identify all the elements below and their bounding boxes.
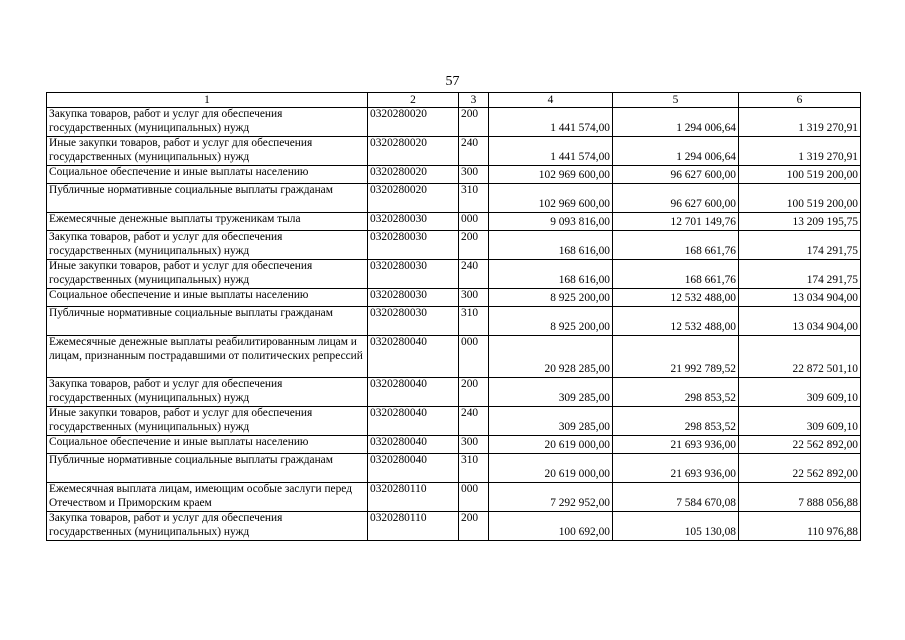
table-row: [47, 231, 861, 260]
table-row: [47, 336, 861, 378]
cell-v6: 13 034 904,00: [739, 307, 861, 336]
cell-name: Публичные нормативные социальные выплаты гражданам: [47, 184, 368, 213]
cell-v6: 174 291,75: [739, 260, 861, 289]
cell-code: 0320280020: [368, 166, 459, 184]
cell-vr: 000: [459, 336, 489, 378]
table-row: [47, 108, 861, 137]
table-row: [47, 166, 861, 184]
cell-v5: 298 853,52: [613, 378, 739, 407]
cell-vr: 300: [459, 289, 489, 307]
cell-v5: 7 584 670,08: [613, 483, 739, 512]
cell-v6: 13 034 904,00: [739, 289, 861, 307]
table-row: [47, 512, 861, 541]
cell-name: Закупка товаров, работ и услуг для обеспечения государственных (муниципальных) нужд: [47, 231, 368, 260]
cell-v6: 110 976,88: [739, 512, 861, 541]
cell-v4: 102 969 600,00: [489, 184, 613, 213]
cell-name: Социальное обеспечение и иные выплаты населению: [47, 166, 368, 184]
cell-v5: 21 693 936,00: [613, 436, 739, 454]
cell-v5: 21 693 936,00: [613, 454, 739, 483]
cell-v6: 1 319 270,91: [739, 137, 861, 166]
cell-code: 0320280040: [368, 454, 459, 483]
cell-v4: 168 616,00: [489, 231, 613, 260]
table-row: [47, 436, 861, 454]
cell-v5: 168 661,76: [613, 260, 739, 289]
cell-v6: 7 888 056,88: [739, 483, 861, 512]
cell-vr: 240: [459, 407, 489, 436]
cell-v4: 309 285,00: [489, 378, 613, 407]
page-number: 57: [445, 74, 460, 89]
cell-v4: 100 692,00: [489, 512, 613, 541]
header-cell-2: 2: [368, 93, 459, 108]
cell-name: Иные закупки товаров, работ и услуг для обеспечения государственных (муниципальных) нужд: [47, 137, 368, 166]
cell-name: Закупка товаров, работ и услуг для обеспечения государственных (муниципальных) нужд: [47, 512, 368, 541]
header-cell-5: 5: [613, 93, 739, 108]
cell-v6: 174 291,75: [739, 231, 861, 260]
cell-name: Закупка товаров, работ и услуг для обеспечения государственных (муниципальных) нужд: [47, 108, 368, 137]
cell-vr: 310: [459, 454, 489, 483]
cell-v6: 13 209 195,75: [739, 213, 861, 231]
cell-code: 0320280030: [368, 260, 459, 289]
cell-v6: 22 562 892,00: [739, 454, 861, 483]
cell-name: Иные закупки товаров, работ и услуг для обеспечения государственных (муниципальных) нужд: [47, 260, 368, 289]
cell-v6: 309 609,10: [739, 378, 861, 407]
table-row: [47, 184, 861, 213]
cell-name: Социальное обеспечение и иные выплаты населению: [47, 289, 368, 307]
table-row: [47, 454, 861, 483]
cell-v4: 1 441 574,00: [489, 137, 613, 166]
table-row: [47, 378, 861, 407]
cell-code: 0320280030: [368, 213, 459, 231]
cell-v6: 100 519 200,00: [739, 184, 861, 213]
cell-v4: 20 619 000,00: [489, 436, 613, 454]
cell-code: 0320280040: [368, 407, 459, 436]
cell-v5: 1 294 006,64: [613, 108, 739, 137]
cell-code: 0320280020: [368, 137, 459, 166]
cell-v6: 100 519 200,00: [739, 166, 861, 184]
header-row: [47, 93, 861, 108]
cell-v5: 12 532 488,00: [613, 289, 739, 307]
cell-code: 0320280020: [368, 108, 459, 137]
header-cell-1: 1: [47, 93, 368, 108]
cell-v4: 20 928 285,00: [489, 336, 613, 378]
table-row: [47, 213, 861, 231]
cell-v5: 298 853,52: [613, 407, 739, 436]
cell-v5: 168 661,76: [613, 231, 739, 260]
cell-vr: 000: [459, 483, 489, 512]
cell-name: Публичные нормативные социальные выплаты гражданам: [47, 454, 368, 483]
header-cell-6: 6: [739, 93, 861, 108]
cell-vr: 240: [459, 260, 489, 289]
header-cell-3: 3: [459, 93, 489, 108]
cell-code: 0320280030: [368, 307, 459, 336]
cell-vr: 310: [459, 184, 489, 213]
cell-v4: 7 292 952,00: [489, 483, 613, 512]
cell-code: 0320280040: [368, 336, 459, 378]
cell-v5: 1 294 006,64: [613, 137, 739, 166]
cell-vr: 300: [459, 166, 489, 184]
cell-name: Иные закупки товаров, работ и услуг для обеспечения государственных (муниципальных) нужд: [47, 407, 368, 436]
cell-v5: 21 992 789,52: [613, 336, 739, 378]
cell-v5: 96 627 600,00: [613, 184, 739, 213]
cell-v4: 168 616,00: [489, 260, 613, 289]
cell-v4: 9 093 816,00: [489, 213, 613, 231]
cell-v4: 1 441 574,00: [489, 108, 613, 137]
cell-vr: 300: [459, 436, 489, 454]
cell-vr: 200: [459, 378, 489, 407]
cell-name: Закупка товаров, работ и услуг для обеспечения государственных (муниципальных) нужд: [47, 378, 368, 407]
cell-name: Публичные нормативные социальные выплаты гражданам: [47, 307, 368, 336]
cell-v4: 8 925 200,00: [489, 289, 613, 307]
cell-v6: 22 562 892,00: [739, 436, 861, 454]
cell-vr: 310: [459, 307, 489, 336]
cell-code: 0320280040: [368, 436, 459, 454]
cell-vr: 200: [459, 512, 489, 541]
cell-code: 0320280030: [368, 289, 459, 307]
cell-name: Ежемесячные денежные выплаты реабилитированным лицам и лицам, признанным пострадавшими от политических репрессий: [47, 336, 368, 378]
cell-code: 0320280110: [368, 483, 459, 512]
cell-code: 0320280110: [368, 512, 459, 541]
table-row: [47, 289, 861, 307]
cell-v5: 12 532 488,00: [613, 307, 739, 336]
cell-code: 0320280040: [368, 378, 459, 407]
cell-v5: 96 627 600,00: [613, 166, 739, 184]
table-row: [47, 407, 861, 436]
cell-code: 0320280030: [368, 231, 459, 260]
cell-vr: 200: [459, 231, 489, 260]
header-cell-4: 4: [489, 93, 613, 108]
cell-name: Ежемесячные денежные выплаты труженикам тыла: [47, 213, 368, 231]
cell-v5: 12 701 149,76: [613, 213, 739, 231]
cell-v6: 309 609,10: [739, 407, 861, 436]
cell-name: Ежемесячная выплата лицам, имеющим особые заслуги перед Отечеством и Приморским краем: [47, 483, 368, 512]
cell-v4: 309 285,00: [489, 407, 613, 436]
cell-v6: 22 872 501,10: [739, 336, 861, 378]
table-row: [47, 260, 861, 289]
cell-vr: 240: [459, 137, 489, 166]
cell-name: Социальное обеспечение и иные выплаты населению: [47, 436, 368, 454]
cell-v6: 1 319 270,91: [739, 108, 861, 137]
cell-v4: 102 969 600,00: [489, 166, 613, 184]
cell-vr: 200: [459, 108, 489, 137]
table-row: [47, 307, 861, 336]
table-row: [47, 137, 861, 166]
cell-vr: 000: [459, 213, 489, 231]
table-row: [47, 483, 861, 512]
budget-table: [46, 92, 861, 541]
cell-v4: 20 619 000,00: [489, 454, 613, 483]
table-body: [47, 93, 861, 541]
cell-code: 0320280020: [368, 184, 459, 213]
cell-v5: 105 130,08: [613, 512, 739, 541]
cell-v4: 8 925 200,00: [489, 307, 613, 336]
